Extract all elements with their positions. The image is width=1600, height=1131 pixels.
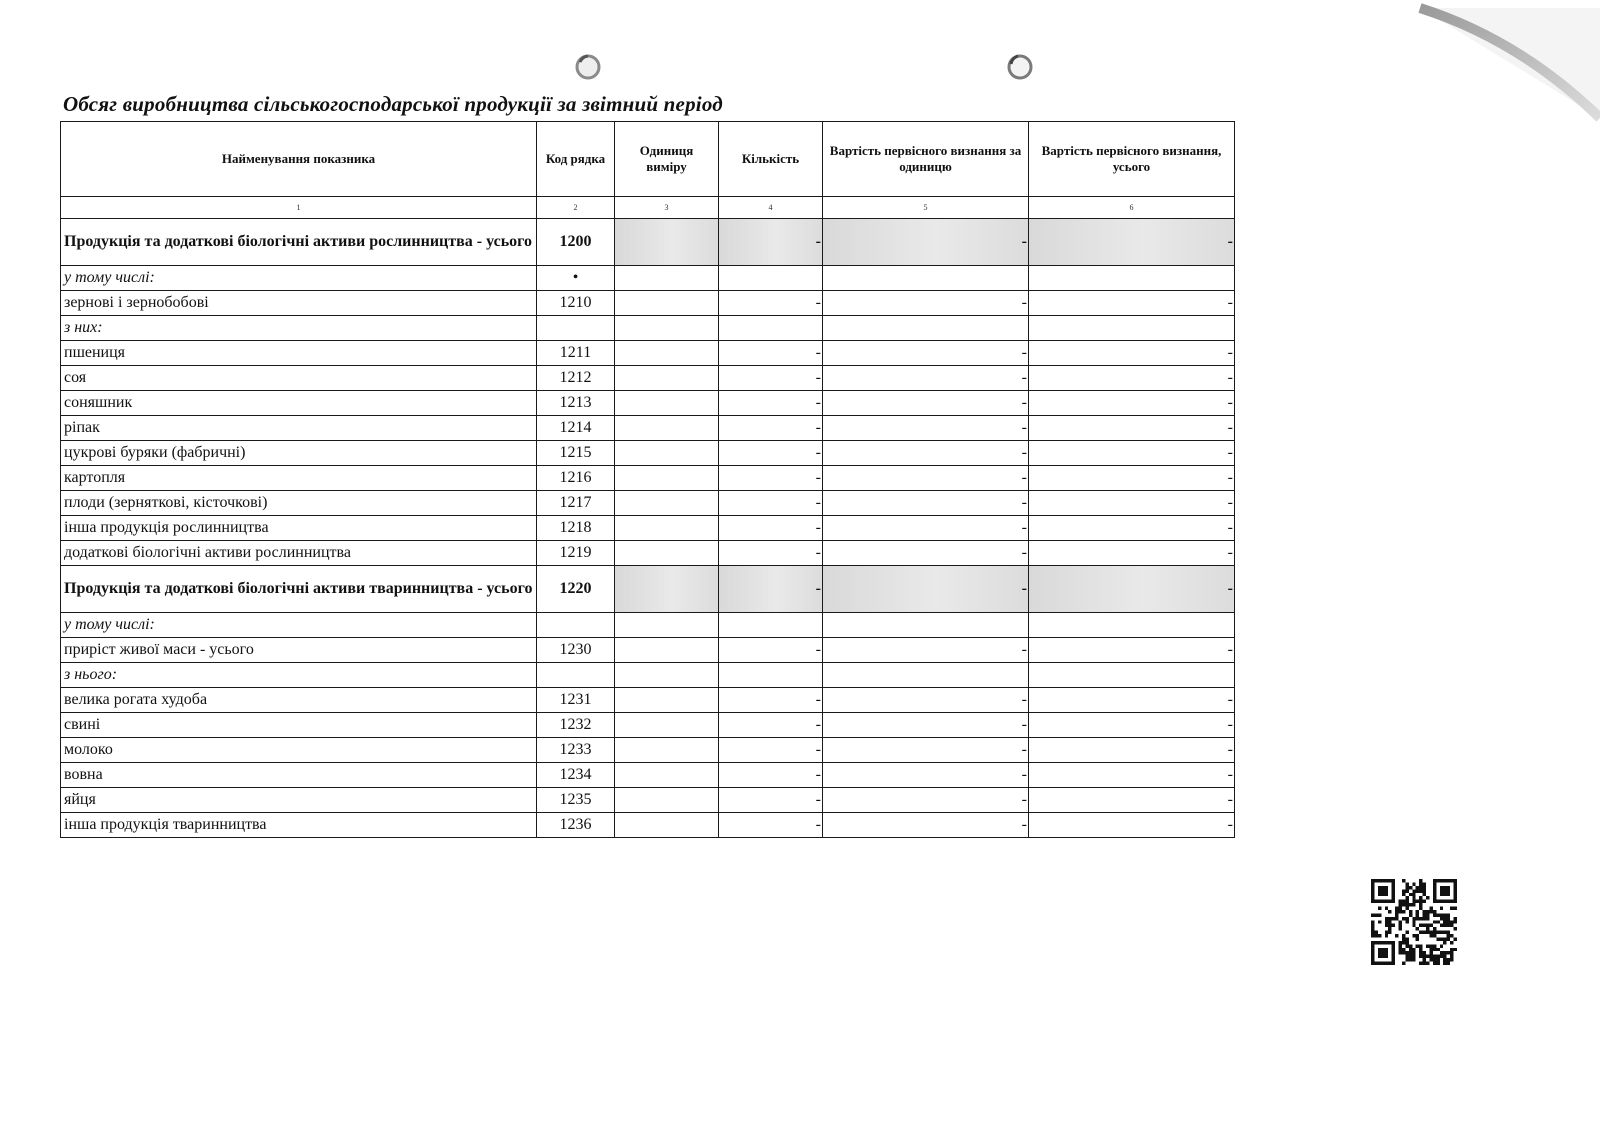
row-quantity-cell: -	[719, 441, 823, 466]
row-name-cell: інша продукція рослинництва	[61, 516, 537, 541]
row-code-cell: 1210	[537, 291, 615, 316]
row-unit-cost-cell: -	[823, 763, 1029, 788]
table-row	[61, 541, 1235, 566]
table-row	[61, 441, 1235, 466]
row-unit-cost-cell: -	[823, 638, 1029, 663]
row-unit-cost-cell: -	[823, 291, 1029, 316]
row-quantity-cell: -	[719, 688, 823, 713]
column-number: 3	[615, 197, 719, 219]
row-name-cell: у тому числі:	[61, 266, 537, 291]
row-unit-cell	[615, 416, 719, 441]
row-quantity-cell: -	[719, 738, 823, 763]
row-code-cell: 1235	[537, 788, 615, 813]
row-code-cell: 1213	[537, 391, 615, 416]
row-unit-cost-cell	[823, 266, 1029, 291]
row-unit-cell	[615, 663, 719, 688]
table-row	[61, 316, 1235, 341]
table-body	[61, 219, 1235, 838]
table-row	[61, 713, 1235, 738]
header-quantity: Кількість	[719, 122, 823, 197]
row-unit-cost-cell: -	[823, 219, 1029, 266]
row-name-cell: Продукція та додаткові біологічні активи рослинництва - усього	[61, 219, 537, 266]
row-name-cell: соя	[61, 366, 537, 391]
row-unit-cell	[615, 466, 719, 491]
header-row	[61, 122, 1235, 197]
table-row	[61, 491, 1235, 516]
row-code-cell: 1233	[537, 738, 615, 763]
row-name-cell: соняшник	[61, 391, 537, 416]
row-code-cell: 1214	[537, 416, 615, 441]
row-unit-cell	[615, 566, 719, 613]
row-unit-cost-cell: -	[823, 688, 1029, 713]
header-row-code: Код рядка	[537, 122, 615, 197]
row-unit-cell	[615, 491, 719, 516]
row-code-cell: 1218	[537, 516, 615, 541]
row-quantity-cell	[719, 663, 823, 688]
row-code-cell: 1220	[537, 566, 615, 613]
row-unit-cell	[615, 316, 719, 341]
row-unit-cell	[615, 341, 719, 366]
row-unit-cell	[615, 219, 719, 266]
row-code-cell	[537, 613, 615, 638]
row-unit-cell	[615, 788, 719, 813]
row-unit-cost-cell	[823, 613, 1029, 638]
row-total-cost-cell	[1029, 663, 1235, 688]
row-name-cell: додаткові біологічні активи рослинництва	[61, 541, 537, 566]
row-unit-cost-cell: -	[823, 466, 1029, 491]
row-total-cost-cell: -	[1029, 738, 1235, 763]
row-quantity-cell	[719, 316, 823, 341]
row-name-cell: яйця	[61, 788, 537, 813]
table-row	[61, 416, 1235, 441]
header-unit: Одиниця виміру	[615, 122, 719, 197]
row-total-cost-cell: -	[1029, 491, 1235, 516]
row-quantity-cell: -	[719, 291, 823, 316]
row-code-cell: 1216	[537, 466, 615, 491]
row-quantity-cell: -	[719, 763, 823, 788]
table-row	[61, 391, 1235, 416]
page-corner-fold	[1410, 0, 1600, 150]
row-unit-cost-cell	[823, 663, 1029, 688]
row-total-cost-cell: -	[1029, 516, 1235, 541]
row-name-cell: плоди (зерняткові, кісточкові)	[61, 491, 537, 516]
column-number: 6	[1029, 197, 1235, 219]
row-name-cell: у тому числі:	[61, 613, 537, 638]
row-code-cell: 1234	[537, 763, 615, 788]
row-unit-cell	[615, 763, 719, 788]
header-unit-cost: Вартість первісного визнання за одиницю	[823, 122, 1029, 197]
row-name-cell: приріст живої маси - усього	[61, 638, 537, 663]
row-unit-cost-cell: -	[823, 441, 1029, 466]
table-row	[61, 663, 1235, 688]
table-row	[61, 366, 1235, 391]
row-name-cell: картопля	[61, 466, 537, 491]
row-quantity-cell: -	[719, 416, 823, 441]
column-number: 2	[537, 197, 615, 219]
row-total-cost-cell: -	[1029, 788, 1235, 813]
row-name-cell: вовна	[61, 763, 537, 788]
row-code-cell: 1236	[537, 813, 615, 838]
row-unit-cell	[615, 541, 719, 566]
row-unit-cell	[615, 713, 719, 738]
row-total-cost-cell: -	[1029, 291, 1235, 316]
row-unit-cost-cell: -	[823, 738, 1029, 763]
row-unit-cost-cell: -	[823, 366, 1029, 391]
row-unit-cell	[615, 613, 719, 638]
row-total-cost-cell: -	[1029, 763, 1235, 788]
row-unit-cost-cell: -	[823, 541, 1029, 566]
row-total-cost-cell: -	[1029, 813, 1235, 838]
row-quantity-cell: -	[719, 566, 823, 613]
table-row	[61, 688, 1235, 713]
row-code-cell: 1200	[537, 219, 615, 266]
row-quantity-cell: -	[719, 219, 823, 266]
row-unit-cost-cell: -	[823, 813, 1029, 838]
header-total-cost: Вартість первісного визнання, усього	[1029, 122, 1235, 197]
row-name-cell: з них:	[61, 316, 537, 341]
row-total-cost-cell: -	[1029, 219, 1235, 266]
table-row	[61, 763, 1235, 788]
punch-hole-icon	[574, 52, 602, 82]
row-unit-cost-cell: -	[823, 391, 1029, 416]
row-code-cell: 1219	[537, 541, 615, 566]
column-number-row	[61, 197, 1235, 219]
table-row	[61, 291, 1235, 316]
table-row	[61, 516, 1235, 541]
row-unit-cost-cell: -	[823, 516, 1029, 541]
row-quantity-cell: -	[719, 341, 823, 366]
row-unit-cost-cell	[823, 316, 1029, 341]
row-unit-cost-cell: -	[823, 713, 1029, 738]
row-code-cell	[537, 663, 615, 688]
row-quantity-cell: -	[719, 491, 823, 516]
row-total-cost-cell: -	[1029, 541, 1235, 566]
row-quantity-cell	[719, 613, 823, 638]
row-code-cell: 1230	[537, 638, 615, 663]
row-unit-cell	[615, 266, 719, 291]
row-quantity-cell: -	[719, 788, 823, 813]
row-quantity-cell: -	[719, 638, 823, 663]
row-name-cell: велика рогата худоба	[61, 688, 537, 713]
row-total-cost-cell: -	[1029, 688, 1235, 713]
row-total-cost-cell: -	[1029, 366, 1235, 391]
row-name-cell: ріпак	[61, 416, 537, 441]
row-unit-cell	[615, 688, 719, 713]
row-name-cell: свині	[61, 713, 537, 738]
row-total-cost-cell: -	[1029, 416, 1235, 441]
table-row	[61, 613, 1235, 638]
row-quantity-cell: -	[719, 516, 823, 541]
row-name-cell: зернові і зернобобові	[61, 291, 537, 316]
row-name-cell: з нього:	[61, 663, 537, 688]
row-unit-cell	[615, 441, 719, 466]
row-quantity-cell: -	[719, 713, 823, 738]
column-number: 5	[823, 197, 1029, 219]
row-quantity-cell	[719, 266, 823, 291]
row-code-cell: 1217	[537, 491, 615, 516]
table-row	[61, 466, 1235, 491]
row-quantity-cell: -	[719, 366, 823, 391]
row-unit-cost-cell: -	[823, 491, 1029, 516]
punch-hole-icon	[1006, 52, 1034, 82]
row-total-cost-cell: -	[1029, 638, 1235, 663]
qr-code-icon	[1371, 879, 1457, 965]
production-table	[60, 121, 1235, 838]
row-total-cost-cell: -	[1029, 566, 1235, 613]
row-unit-cost-cell: -	[823, 566, 1029, 613]
table-row	[61, 566, 1235, 613]
row-total-cost-cell	[1029, 613, 1235, 638]
document-title: Обсяг виробництва сільськогосподарської продукції за звітний період	[63, 92, 723, 116]
row-unit-cell	[615, 516, 719, 541]
row-code-cell: 1232	[537, 713, 615, 738]
table-row	[61, 266, 1235, 291]
column-number: 4	[719, 197, 823, 219]
row-code-cell: 1215	[537, 441, 615, 466]
row-unit-cost-cell: -	[823, 788, 1029, 813]
row-total-cost-cell	[1029, 316, 1235, 341]
row-total-cost-cell: -	[1029, 466, 1235, 491]
row-unit-cell	[615, 366, 719, 391]
row-unit-cost-cell: -	[823, 416, 1029, 441]
row-unit-cost-cell: -	[823, 341, 1029, 366]
row-unit-cell	[615, 291, 719, 316]
column-number: 1	[61, 197, 537, 219]
row-total-cost-cell: -	[1029, 441, 1235, 466]
row-total-cost-cell: -	[1029, 341, 1235, 366]
row-unit-cell	[615, 391, 719, 416]
table-row	[61, 341, 1235, 366]
row-code-cell	[537, 316, 615, 341]
header-indicator-name: Найменування показника	[61, 122, 537, 197]
row-name-cell: молоко	[61, 738, 537, 763]
row-total-cost-cell: -	[1029, 391, 1235, 416]
row-name-cell: пшениця	[61, 341, 537, 366]
table-row	[61, 638, 1235, 663]
row-quantity-cell: -	[719, 541, 823, 566]
row-quantity-cell: -	[719, 813, 823, 838]
row-code-cell: 1211	[537, 341, 615, 366]
row-total-cost-cell: -	[1029, 713, 1235, 738]
table-row	[61, 813, 1235, 838]
table-row	[61, 219, 1235, 266]
row-quantity-cell: -	[719, 391, 823, 416]
table-row	[61, 738, 1235, 763]
row-name-cell: інша продукція тваринництва	[61, 813, 537, 838]
table-row	[61, 788, 1235, 813]
row-total-cost-cell	[1029, 266, 1235, 291]
row-unit-cell	[615, 813, 719, 838]
row-name-cell: цукрові буряки (фабричні)	[61, 441, 537, 466]
row-name-cell: Продукція та додаткові біологічні активи тваринництва - усього	[61, 566, 537, 613]
row-unit-cell	[615, 738, 719, 763]
row-code-cell: 1212	[537, 366, 615, 391]
row-quantity-cell: -	[719, 466, 823, 491]
row-code-cell: 1231	[537, 688, 615, 713]
row-unit-cell	[615, 638, 719, 663]
row-code-cell: •	[537, 266, 615, 291]
